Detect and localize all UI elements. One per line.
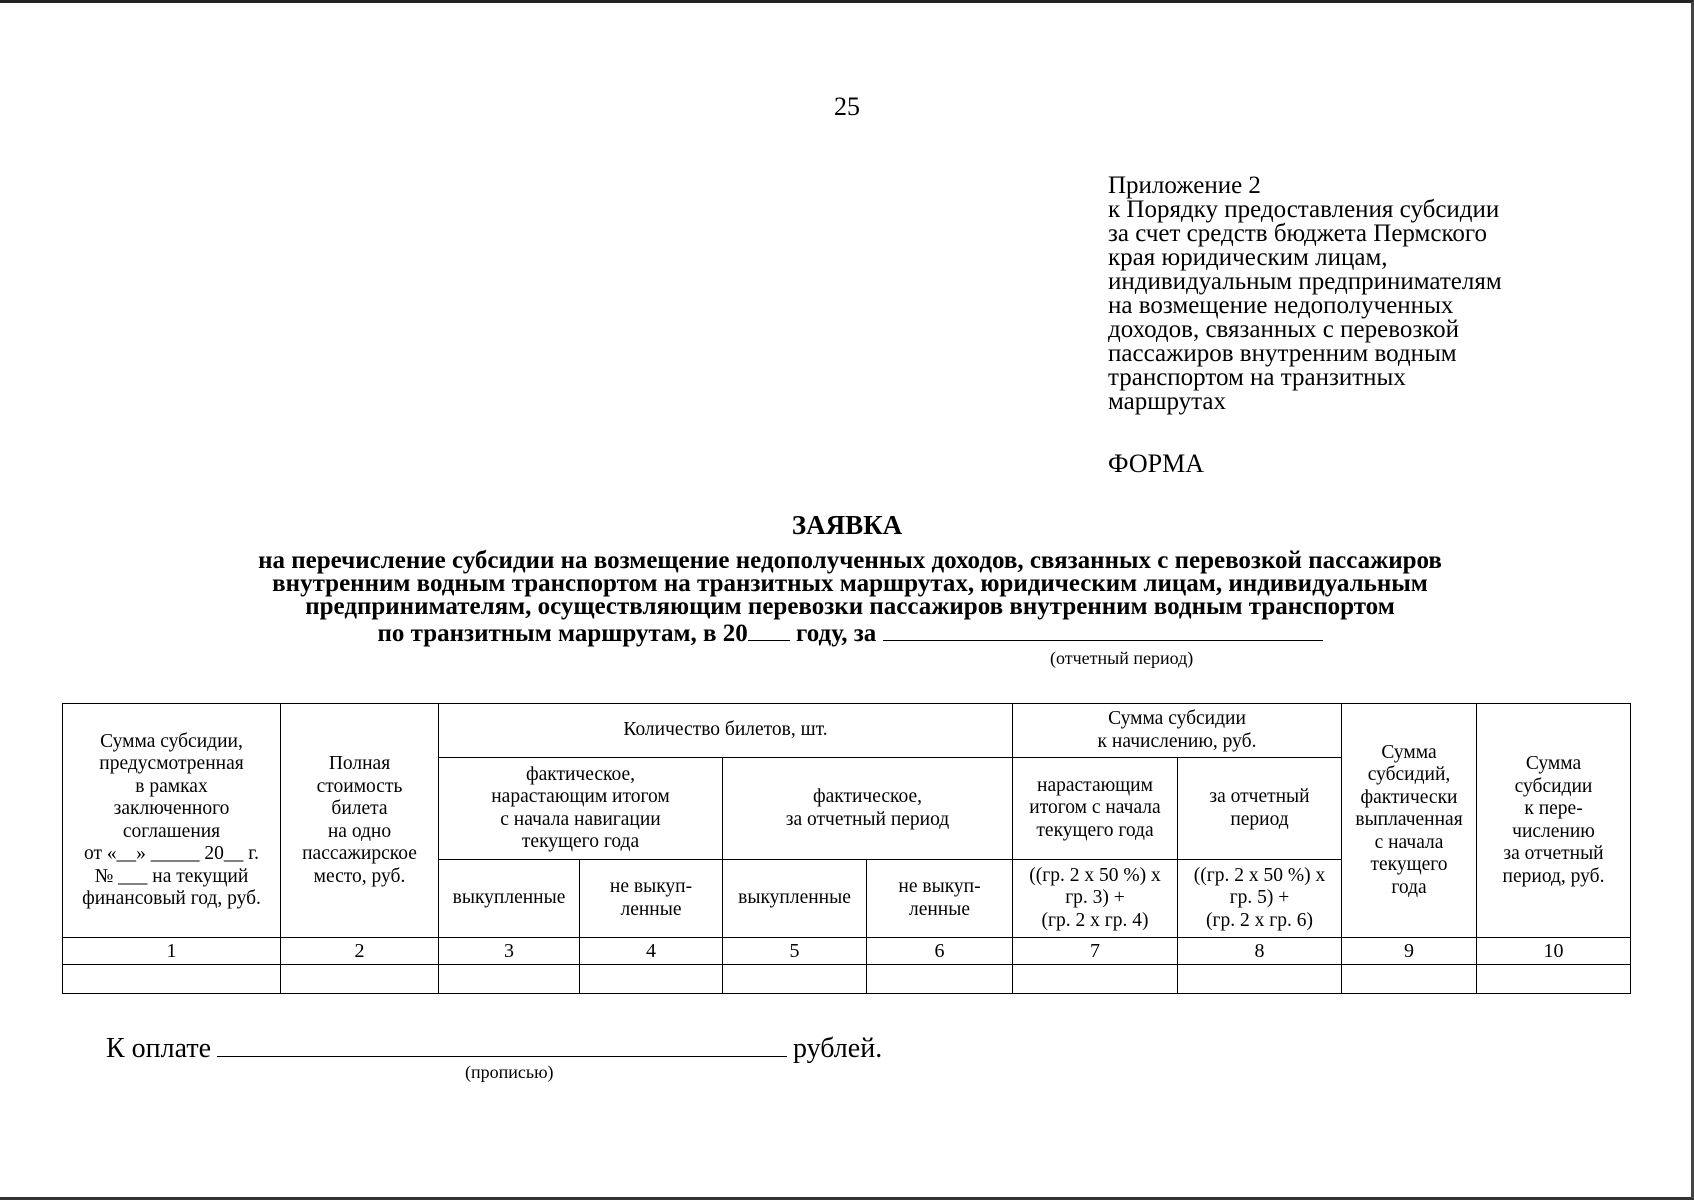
header-formula-8: ((гр. 2 x 50 %) x гр. 5) + (гр. 2 x гр. 6) [1178, 860, 1342, 938]
column-number: 2 [281, 938, 439, 965]
column-number-row [63, 938, 1631, 965]
column-number: 1 [63, 938, 281, 965]
header-formula-7: ((гр. 2 x 50 %) x гр. 3) + (гр. 2 x гр. 4) [1013, 860, 1178, 938]
subtitle-line-4-start: по транзитным маршрутам, в 20 [377, 620, 748, 647]
appendix-line: индивидуальным предпринимателям [1108, 268, 1502, 295]
header-subsidy-period: за отчетный период [1178, 758, 1342, 860]
data-cell[interactable] [1477, 965, 1631, 994]
subtitle-line: внутренним водным транспортом на транзитных маршрутах, юридическим лицам, индивидуальным [272, 570, 1428, 597]
document-subtitle [120, 549, 1580, 645]
data-cell[interactable] [439, 965, 580, 994]
form-label: ФОРМА [1108, 449, 1204, 478]
subtitle-line-4-middle: году, за [789, 620, 883, 647]
header-subsidy-transfer: Сумма субсидии к пере- числению за отчетный период, руб. [1477, 704, 1631, 938]
data-cell[interactable] [63, 965, 281, 994]
column-number: 8 [1178, 938, 1342, 965]
header-cumulative-tickets: фактическое, нарастающим итогом с начала навигации текущего года [439, 758, 723, 860]
subtitle-line: на перечисление субсидии на возмещение недополученных доходов, связанных с перевозкой пассажиров [258, 547, 1442, 574]
payment-prefix: К оплате [106, 1033, 211, 1064]
header-period-tickets: фактическое, за отчетный период [723, 758, 1013, 860]
column-number: 4 [580, 938, 723, 965]
column-number: 6 [867, 938, 1013, 965]
payment-line [106, 1030, 882, 1065]
period-hint: (отчетный период) [1050, 648, 1194, 668]
appendix-line: пассажиров внутренним водным [1108, 340, 1457, 367]
data-cell[interactable] [580, 965, 723, 994]
data-cell[interactable] [281, 965, 439, 994]
header-ticket-count: Количество билетов, шт. [439, 704, 1013, 758]
subtitle-line: предпринимателям, осуществляющим перевозки пассажиров внутренним водным транспортом [305, 593, 1395, 620]
appendix-note [1108, 174, 1588, 414]
subtitle-line-4 [120, 618, 1580, 645]
column-number: 5 [723, 938, 867, 965]
appendix-line: Приложение 2 [1108, 172, 1261, 199]
appendix-line: за счет средств бюджета Пермского [1108, 220, 1487, 247]
data-cell[interactable] [867, 965, 1013, 994]
header-subsidy-agreement: Сумма субсидии, предусмотренная в рамках заключенного соглашения от «__» _____ 20__ г. № ___ на текущий финансовый год, руб. [63, 704, 281, 938]
column-number: 7 [1013, 938, 1178, 965]
column-number: 3 [439, 938, 580, 965]
header-row-1 [63, 704, 1631, 758]
payment-amount-blank[interactable] [217, 1030, 787, 1057]
data-cell[interactable] [1342, 965, 1477, 994]
header-ticket-price: Полная стоимость билета на одно пассажирское место, руб. [281, 704, 439, 938]
appendix-line: на возмещение недополученных [1108, 292, 1454, 319]
column-number: 9 [1342, 938, 1477, 965]
data-cell[interactable] [1013, 965, 1178, 994]
appendix-line: доходов, связанных с перевозкой [1108, 316, 1459, 343]
page-number: 25 [834, 92, 860, 121]
payment-suffix: рублей. [793, 1033, 883, 1064]
document-title: ЗАЯВКА [791, 510, 903, 540]
appendix-line: транспортом на транзитных [1108, 364, 1406, 391]
year-blank[interactable] [748, 620, 790, 641]
appendix-line: к Порядку предоставления субсидии [1108, 196, 1500, 223]
appendix-line: маршрутах [1108, 388, 1226, 415]
subsidy-table [62, 703, 1631, 994]
data-cell[interactable] [1178, 965, 1342, 994]
header-not-redeemed-cumulative: не выкуп- ленные [580, 860, 723, 938]
data-row [63, 965, 1631, 994]
header-redeemed-period: выкупленные [723, 860, 867, 938]
header-not-redeemed-period: не выкуп- ленные [867, 860, 1013, 938]
header-subsidy-accrual: Сумма субсидии к начислению, руб. [1013, 704, 1342, 758]
header-subsidy-paid: Сумма субсидий, фактически выплаченная с начала текущего года [1342, 704, 1477, 938]
payment-hint: (прописью) [465, 1062, 554, 1082]
data-cell[interactable] [723, 965, 867, 994]
column-number: 10 [1477, 938, 1631, 965]
header-subsidy-cumulative: нарастающим итогом с начала текущего года [1013, 758, 1178, 860]
header-redeemed-cumulative: выкупленные [439, 860, 580, 938]
period-blank[interactable] [883, 618, 1323, 641]
appendix-line: края юридическим лицам, [1108, 244, 1388, 271]
